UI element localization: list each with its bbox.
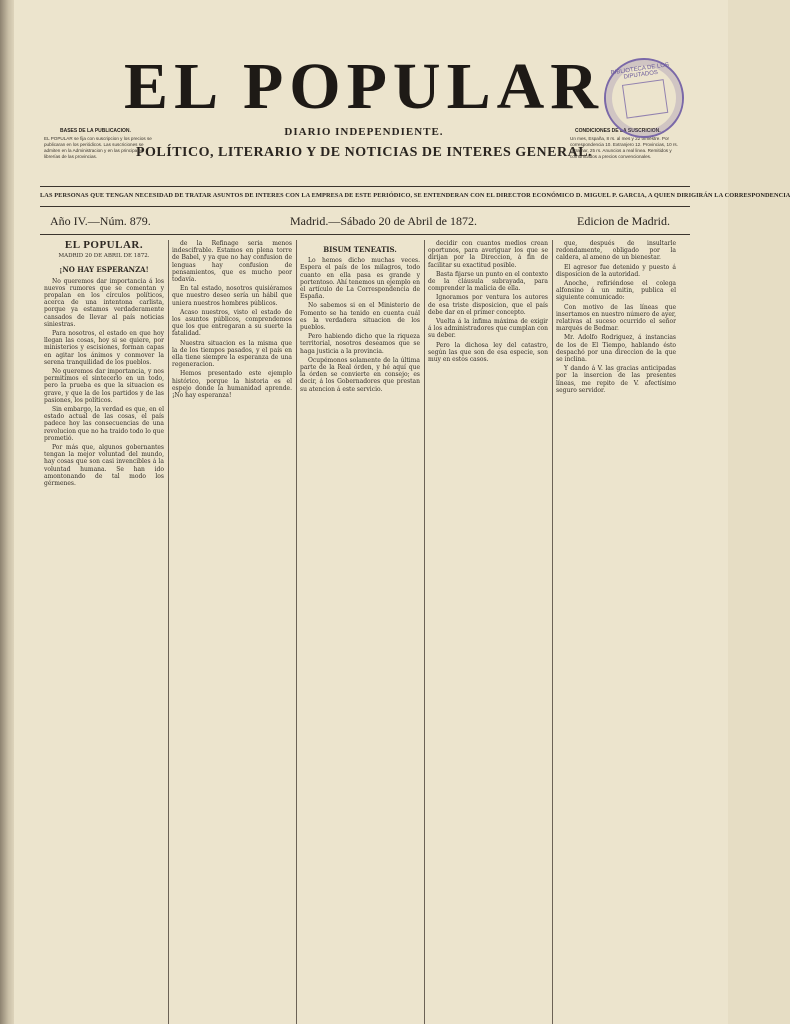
section-title: EL POPULAR. bbox=[64, 239, 144, 251]
paragraph: Vuelta á la ínfima máxima de exigir á los administradores que cumplan con su deber. bbox=[428, 318, 548, 340]
column-4 bbox=[428, 240, 548, 1024]
column-divider bbox=[552, 240, 553, 1024]
paragraph: Para nosotros, el estado en que hoy llegan las cosas, hoy si se quiere, por ministerios y escisiones, forman capas en agitar los ánimos y conmover la serena tranquilidad de los pueblos. bbox=[44, 330, 164, 366]
paragraph: de la Refinage seria menos indescifrable. Estamos en plena torre de Babel, y ya que no hay confusion de lenguas hay confusion de pensamientos, que es mucho peor todavía. bbox=[172, 240, 292, 284]
stamp-emblem bbox=[622, 79, 668, 119]
dateline bbox=[40, 210, 690, 232]
issue-number: Año IV.—Núm. 879. bbox=[50, 214, 151, 228]
paragraph: Ignoramos por ventura los autores de esa triste disposicion, que el país debe dar en el primer concepto. bbox=[428, 294, 548, 316]
paragraph: El agresor fue detenido y puesto á disposicion de la autoridad. bbox=[556, 263, 676, 278]
paragraph: Pero la dichosa ley del catastro, según las que son de esa especie, son muy en estos casos. bbox=[428, 341, 548, 364]
paragraph: No queremos dar importancia á los nuevos rumores que se comentan y propalan en los círculos políticos, acerca de una intentona carlista, porque ya estamos verdaderamente cansados de llevar al país noticias siniestras. bbox=[44, 277, 164, 328]
masthead-tagline: POLÍTICO, LITERARIO Y DE NOTICIAS DE INTERES GENERAL. bbox=[135, 145, 593, 160]
divider bbox=[40, 186, 690, 187]
column-divider bbox=[424, 240, 425, 1024]
column-5 bbox=[556, 240, 676, 1024]
paragraph: No sabemos si en el Ministerio de Fomento se ha tenido en cuenta cuál es la verdadera situacion de los pueblos. bbox=[300, 302, 420, 332]
left-header-label: BASES DE LA PUBLICACION. bbox=[60, 128, 131, 134]
left-info-box: EL POPULAR se fija con suscripcion y los precios se publicaran en los periódicos. Las suscriciones se admiten en la Administracion y en las principales librerías de las provincias. bbox=[44, 136, 152, 159]
stamp-label: BIBLIOTECA DE LOS DIPUTADOS bbox=[610, 62, 670, 81]
paragraph: No queremos dar importancia, y nos permitimos el sintecerlo en un todo, pero la prueba es que la situacion es grave, y que la de los partidos y de las pasiones, los políticos. bbox=[44, 368, 164, 404]
paragraph: Sin embargo, la verdad es que, en el estado actual de las cosas, el país padece hoy las consecuencias de una revolucion que no ha traido todo lo que prometió. bbox=[44, 406, 164, 442]
paragraph: Acaso nuestros, visto el estado de los asuntos públicos, comprendemos que los que entregaran a su suerte la fatalidad. bbox=[172, 308, 292, 338]
issue-date: Madrid.—Sábado 20 de Abril de 1872. bbox=[290, 214, 477, 228]
paragraph: Por más que, algunos gobernantes tengan la mejor voluntad del mundo, hay cosas que son casi invencibles á la voluntad humana. Se han ido amontonando de tal modo los gérmenes. bbox=[44, 444, 164, 488]
notice-line: LAS PERSONAS QUE TENGAN NECESIDAD DE TRATAR ASUNTOS DE INTERES CON LA EMPRESA DE ESTE PERIÓDICO, SE ENTENDERAN CON EL DIRECTOR ECONÓMICO D. MIGUEL P. GARCIA, A QUIEN DIRIGIRÁN LA CORRESPONDENCIA bbox=[40, 192, 790, 199]
article-heading: BISUM TENEATIS. bbox=[323, 245, 397, 254]
paragraph: Pero habiendo dicho que la riqueza territorial, nosotros deseamos que se haga justicia a la provincia. bbox=[300, 333, 420, 355]
column-divider bbox=[168, 240, 169, 1024]
column-divider bbox=[296, 240, 297, 1024]
paragraph: Basta fijarse un punto en el contexto de la cláusula subrayada, para comprender la malicia de ella. bbox=[428, 270, 548, 293]
edition-label: Edicion de Madrid. bbox=[577, 214, 670, 228]
article-heading: ¡NO HAY ESPERANZA! bbox=[59, 265, 149, 275]
column-3 bbox=[300, 240, 420, 1024]
right-header-label: CONDICIONES DE LA SUSCRICION. bbox=[575, 128, 661, 134]
paragraph: Mr. Adolfo Rodriguez, á instancias de los de El Tiempo, hablando ésto despachó por una direccion de la que se inclina. bbox=[556, 334, 676, 364]
paragraph: que, después de insultarle redondamente, obligado por la caldera, al ameno de un bienestar. bbox=[556, 240, 676, 262]
paragraph: decidir con cuantos medios crean oportunos, para averiguar los que se dirijan por la Direccion, á fin de facilitar su exactitud posible. bbox=[428, 240, 548, 269]
divider bbox=[40, 234, 690, 235]
divider bbox=[40, 206, 690, 207]
column-1 bbox=[44, 240, 164, 1024]
paragraph: Con motivo de las líneas que insertamos en nuestro número de ayer, relativas al suceso ocurrido el señor marqués de Bedmar. bbox=[556, 303, 676, 333]
paragraph: Nuestra situacion es la misma que la de los tiempos pasados, y el país en ella tiene siempre la esperanza de una regeneracion. bbox=[172, 339, 292, 369]
paragraph: Hemos presentado este ejemplo histórico, porque la historia es el espejo donde la humanidad aprende. ¡No hay esperanza! bbox=[172, 370, 292, 400]
masthead-subtitle: DIARIO INDEPENDIENTE. bbox=[284, 126, 444, 138]
right-info-box: Un mes, España, 8 rs. al mes y 22 trimestre. Por correspondencia 10. Extranjero 12. Provincias, 10 rs. Ultramar, 25 rs. Anuncios a real linea. Remitidos y comunicados a precios convencionales. bbox=[570, 136, 679, 159]
paragraph: Ocupémonos solamente de la última parte de la Real órden, y hé aquí que la órden se convierte en consejo; es decir, á los Gobernadores que prestan su atencion á este servicio. bbox=[300, 356, 420, 393]
paragraph: Anoche, refiriéndose el colega alfonsino á un mitin, publica el siguiente comunicado: bbox=[556, 280, 676, 302]
paragraph: Lo hemos dicho muchas veces. Espera el país de los milagros, todo cuanto en ella pasa es grande y portentoso. Ahí tenemos un ejemplo en el artículo de La Correspondencia de España. bbox=[300, 257, 420, 301]
section-date: MADRID 20 DE ABRIL DE 1872. bbox=[58, 253, 150, 260]
paragraph: Y dando á V. las gracias anticipadas por la insercion de las presentes líneas, me repito de V. afectísimo seguro servidor. bbox=[556, 365, 676, 394]
masthead-title: EL POPULAR bbox=[124, 50, 604, 123]
paragraph: En tal estado, nosotros quisiéramos que nuestro deseo sería un hábil que uniera nuestros hombres públicos. bbox=[172, 285, 292, 307]
column-2 bbox=[172, 240, 292, 1024]
